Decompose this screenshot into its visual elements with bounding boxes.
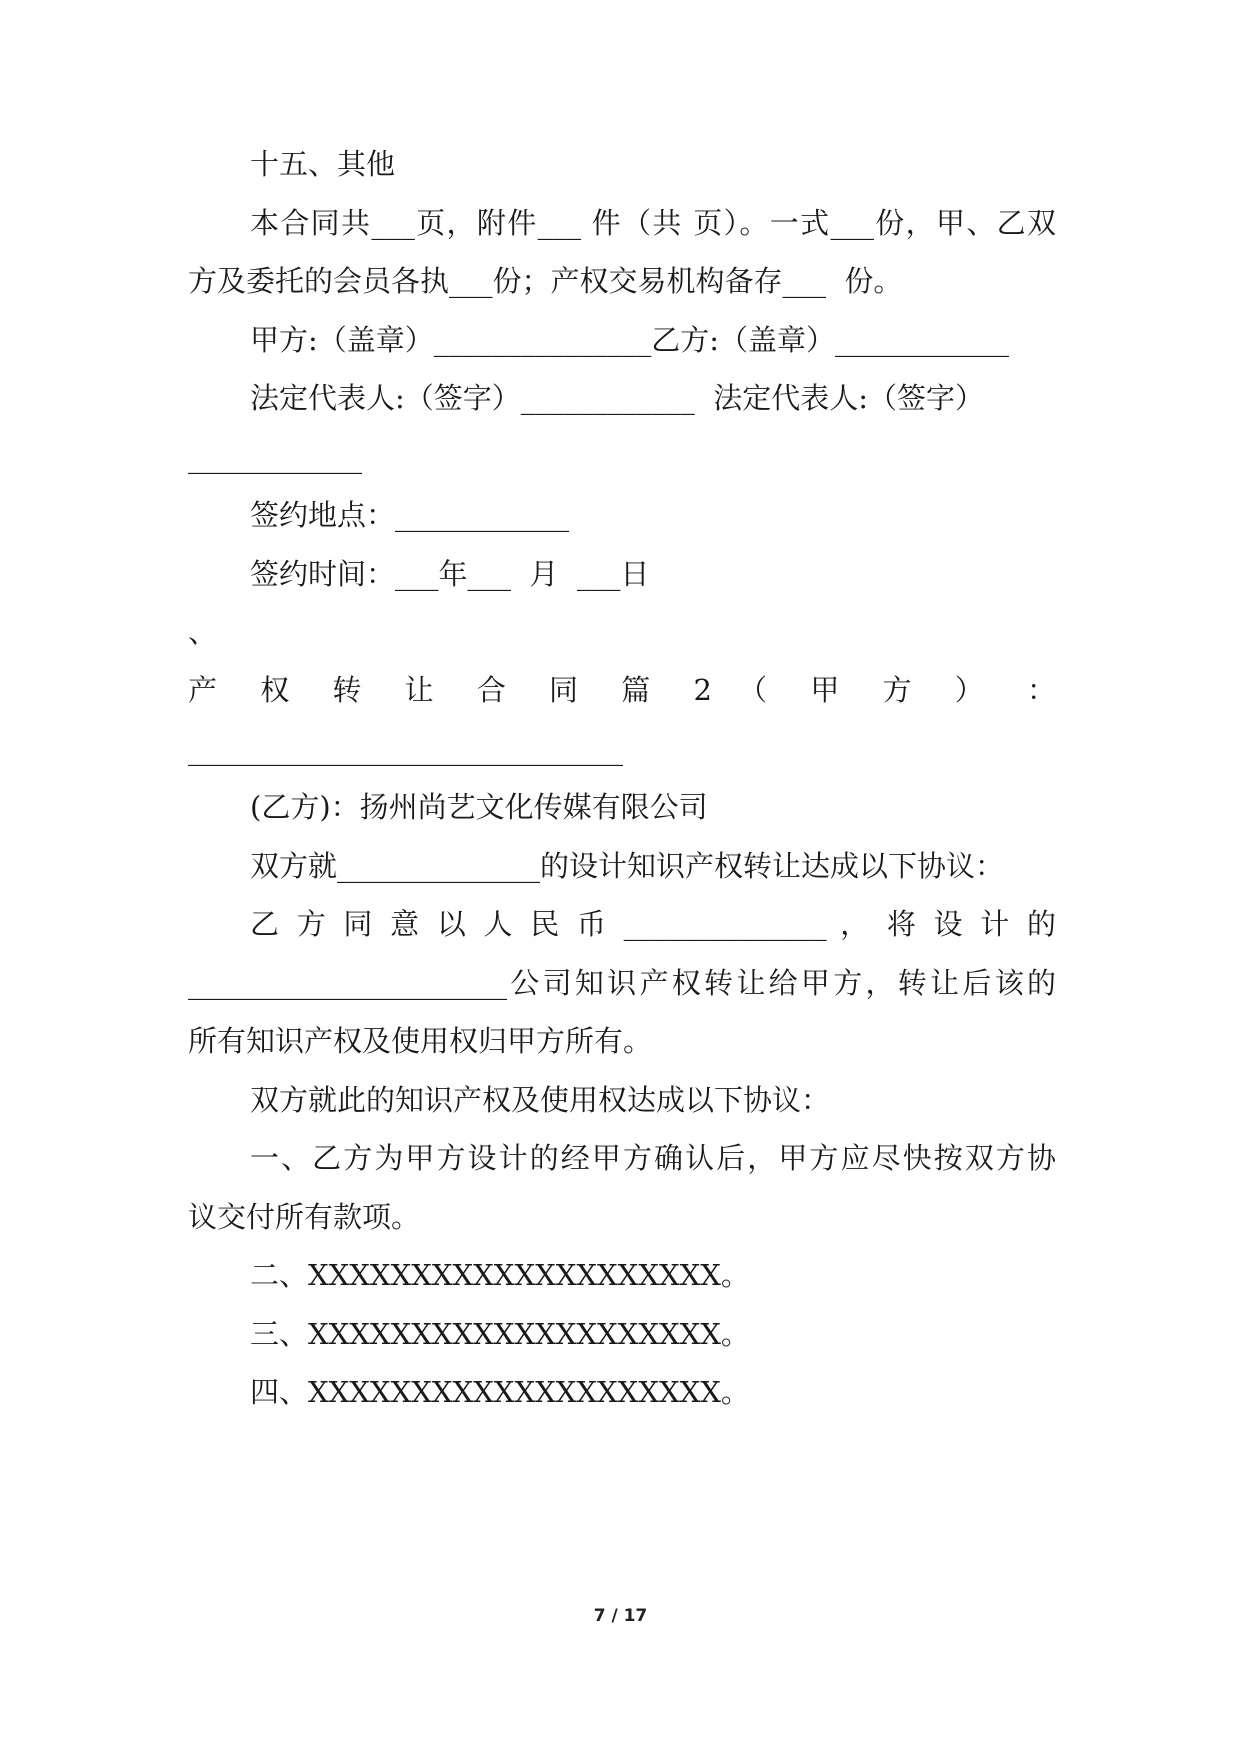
- contract-title-line: 产 权 转 让 合 同 篇 2 （ 甲 方 ） ：: [188, 673, 1056, 707]
- section-heading: 十五、其他: [250, 147, 396, 181]
- signing-place-line: 签约地点：____________: [250, 498, 570, 532]
- signature-line: ____________: [188, 440, 362, 474]
- blank-line: ______________________________: [188, 732, 623, 766]
- signature-line: 法定代表人:（签字）____________ 法定代表人:（签字）: [250, 381, 984, 415]
- clause-line: 四、XXXXXXXXXXXXXXXXXXXX。: [250, 1375, 750, 1409]
- signing-date-line: 签约时间：___年___ 月 ___日: [250, 557, 650, 591]
- paragraph-line: 双方就此的知识产权及使用权达成以下协议：: [250, 1083, 831, 1117]
- paragraph-line: 本合同共___页，附件___ 件（共 页）。一式___份，甲、乙双: [250, 206, 1057, 240]
- signature-line: 甲方:（盖章）_______________乙方:（盖章）____________: [250, 323, 1010, 357]
- stray-mark: 、: [188, 615, 218, 649]
- clause-line: 二、XXXXXXXXXXXXXXXXXXXX。: [250, 1258, 750, 1292]
- clause-line: 一、乙方为甲方设计的经甲方确认后，甲方应尽快按双方协: [250, 1141, 1056, 1175]
- page-number: 7 / 17: [593, 1606, 648, 1626]
- paragraph-line: 所有知识产权及使用权归甲方所有。: [188, 1024, 653, 1058]
- paragraph-line: 方及委托的会员各执___份；产权交易机构备存___ 份。: [188, 264, 903, 298]
- party-b-line: (乙方)：扬州尚艺文化传媒有限公司: [250, 790, 708, 824]
- paragraph-line: ______________________公司知识产权转让给甲方，转让后该的: [188, 966, 1056, 1000]
- clause-line: 议交付所有款项。: [188, 1200, 421, 1234]
- paragraph-line: 双方就______________的设计知识产权转让达成以下协议：: [250, 849, 1005, 883]
- clause-line: 三、XXXXXXXXXXXXXXXXXXXX。: [250, 1317, 750, 1351]
- paragraph-line: 乙 方 同 意 以 人 民 币 ______________ ， 将 设 计 的: [250, 907, 1056, 941]
